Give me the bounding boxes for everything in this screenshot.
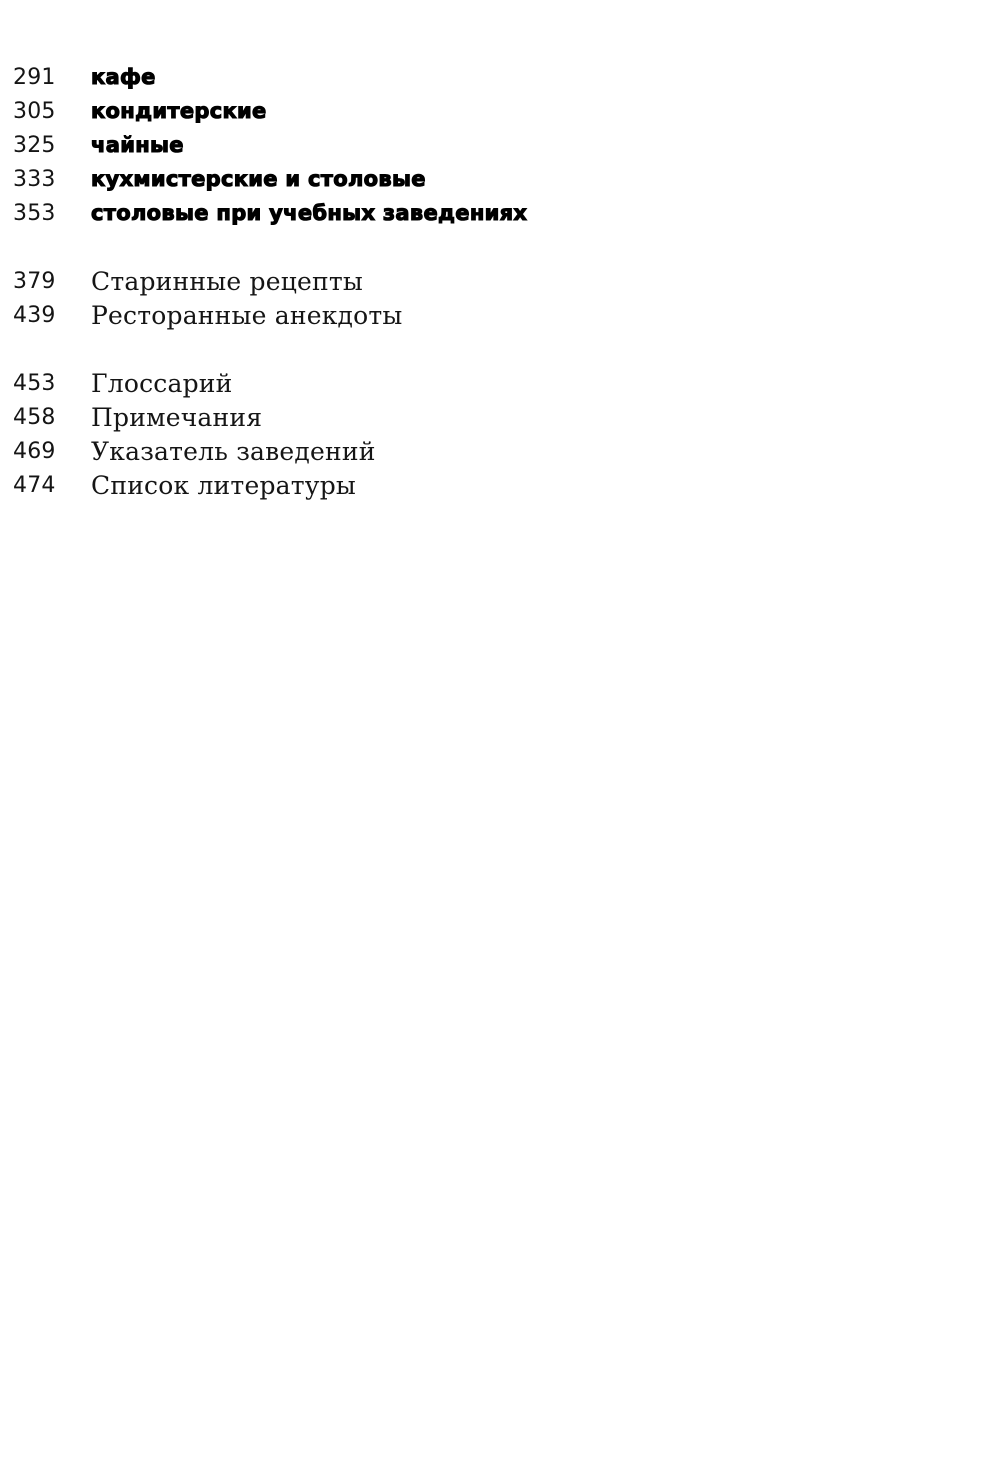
toc-entry-title: чайные	[91, 133, 184, 157]
toc-page-number: 353	[13, 200, 56, 226]
toc-page-number: 458	[13, 404, 56, 430]
toc-entry-title: Примечания	[91, 402, 263, 432]
toc-entry	[13, 366, 973, 400]
toc-entry	[13, 94, 973, 128]
toc-entry-title: Ресторанные анекдоты	[91, 300, 403, 330]
toc-group-establishments	[13, 60, 973, 230]
toc-entry	[13, 128, 973, 162]
toc-entry-title: Указатель заведений	[91, 436, 376, 466]
toc-entry-title: кухмистерские и столовые	[91, 167, 426, 191]
toc-page-number: 291	[13, 64, 56, 90]
toc-page-number: 439	[13, 302, 56, 328]
toc-entry	[13, 434, 973, 468]
toc-entry-title: Список литературы	[91, 470, 356, 500]
toc-entry-title: столовые при учебных заведениях	[91, 201, 528, 225]
toc-page-number: 453	[13, 370, 56, 396]
toc-page-number: 305	[13, 98, 56, 124]
toc-entry	[13, 60, 973, 94]
toc-page-number: 474	[13, 472, 56, 498]
toc-group-extras	[13, 264, 973, 332]
toc-entry	[13, 400, 973, 434]
table-of-contents	[13, 60, 973, 536]
toc-page-number: 379	[13, 268, 56, 294]
toc-entry-title: Глоссарий	[91, 368, 233, 398]
toc-page-number: 325	[13, 132, 56, 158]
toc-entry-title: Старинные рецепты	[91, 266, 363, 296]
toc-entry	[13, 196, 973, 230]
toc-entry-title: кафе	[91, 65, 156, 89]
toc-page-number: 333	[13, 166, 56, 192]
toc-entry	[13, 468, 973, 502]
toc-entry	[13, 298, 973, 332]
toc-entry	[13, 264, 973, 298]
toc-entry	[13, 162, 973, 196]
toc-page-number: 469	[13, 438, 56, 464]
toc-entry-title: кондитерские	[91, 99, 267, 123]
toc-group-back-matter	[13, 366, 973, 502]
